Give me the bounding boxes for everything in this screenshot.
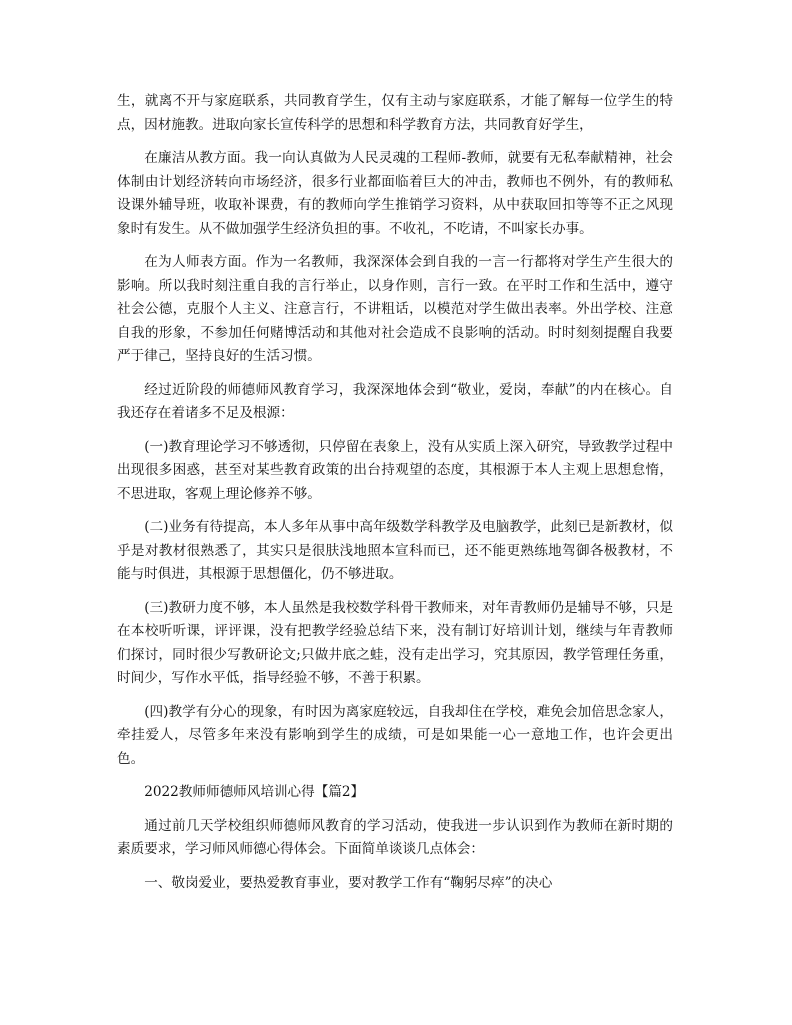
paragraph-reflection-intro: 经过近阶段的师德师风教育学习，我深深地体会到“敬业，爱岗，奉献”的内在核心。自我还存在着诸多不足及根源： [117,381,673,421]
paragraph-section2-intro: 通过前几天学校组织师德师风教育的学习活动，使我进一步认识到作为教师在新时期的素质要求，学习师风师德心得体会。下面简单谈谈几点体会： [117,817,673,857]
paragraph-point-1: 一、敬岗爱业，要热爱教育事业，要对教学工作有“鞠躬尽瘁”的决心 [144,874,553,891]
paragraph-shortcoming-4: (四)教学有分心的现象，有时因为离家庭较远，自我却住在学校，难免会加倍思念家人，牵挂爱人，尽管多年来没有影响到学生的成绩，可是如果能一心一意地工作，也许会更出色。 [117,703,673,767]
paragraph-family-contact: 生，就离不开与家庭联系，共同教育学生，仅有主动与家庭联系，才能了解每一位学生的特点，因材施教。进取向家长宣传科学的思想和科学教育方法，共同教育好学生， [117,93,673,133]
document-page [117,90,673,905]
paragraph-role-model: 在为人师表方面。作为一名教师，我深深体会到自我的一言一行都将对学生产生很大的影响。所以我时刻注重自我的言行举止，以身作则，言行一致。在平时工作和生活中，遵守社会公德，克服个人主义、注意言行，不讲粗话，以模范对学生做出表率。外出学校、注意自我的形象，不参加任何赌博活动和其他对社会造成不良影响的活动。时时刻刻提醒自我要严于律己，坚持良好的生活习惯。 [117,254,673,364]
paragraph-integrity: 在廉洁从教方面。我一向认真做为人民灵魂的工程师-教师，就要有无私奉献精神，社会体制由计划经济转向市场经济，很多行业都面临着巨大的冲击，教师也不例外，有的教师私设课外辅导班，收取补课费，有的教师向学生推销学习资料，从中获取回扣等等不正之风现象时有发生。从不做加强学生经济负担的事。不收礼，不吃请，不叫家长办事。 [117,150,673,237]
paragraph-shortcoming-3: (三)教研力度不够，本人虽然是我校数学科骨干教师来，对年青教师仍是辅导不够，只是在本校听听课，评评课，没有把教学经验总结下来，没有制订好培训计划，继续与年青教师们探讨，同时很少写教研论文;只做井底之蛙，没有走出学习，究其原因，教学管理任务重，时间少，写作水平低，指导经验不够，不善于积累。 [117,599,673,686]
paragraph-shortcoming-2: (二)业务有待提高，本人多年从事中高年级数学科教学及电脑教学，此刻已是新教材，似乎是对教材很熟悉了，其实只是很肤浅地照本宣科而已，还不能更熟练地驾御各极教材，不能与时俱进，其根源于思想僵化，仍不够进取。 [117,519,673,582]
section-heading: 2022教师师德师风培训心得【篇2】 [144,784,365,800]
paragraph-shortcoming-1: (一)教育理论学习不够透彻，只停留在表象上，没有从实质上深入研究，导致教学过程中出现很多困惑，甚至对某些教育政策的出台持观望的态度，其根源于本人主观上思想怠惰，不思进取，客观上理论修养不够。 [117,438,673,502]
